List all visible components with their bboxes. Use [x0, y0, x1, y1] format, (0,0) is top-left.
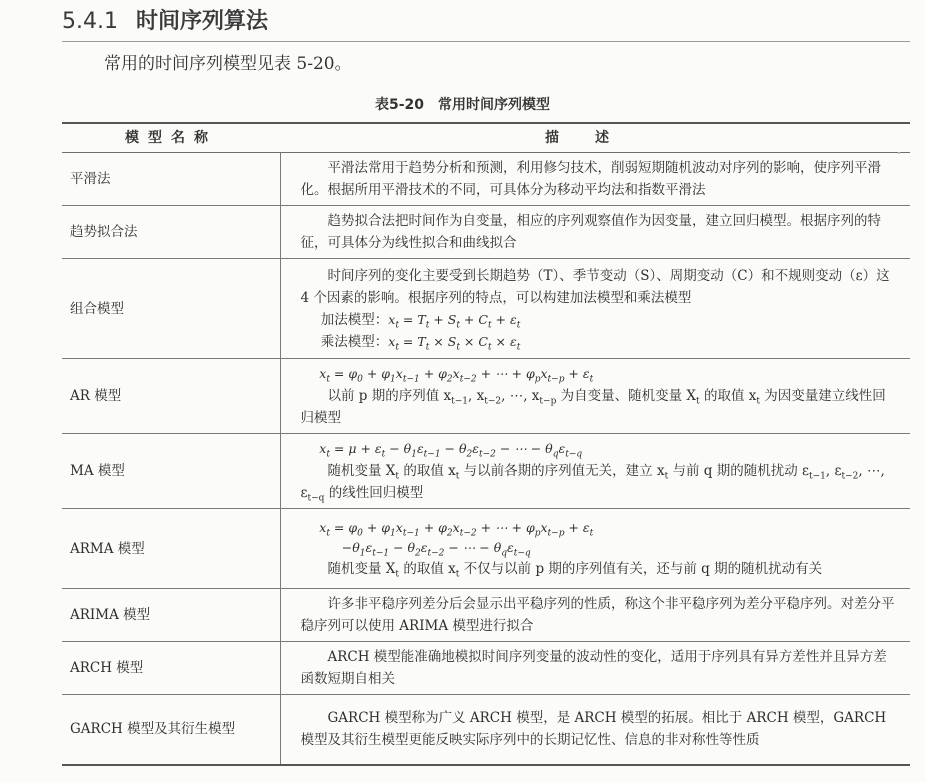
- table-row: [62, 642, 910, 695]
- model-description-cell: [280, 434, 910, 509]
- model-description: GARCH 模型称为广义 ARCH 模型，是 ARCH 模型的拓展。相比于 ARCH 模型，GARCH 模型及其衍生模型更能反映实际序列中的长期记忆性、信息的非对称性等性质: [300, 710, 887, 749]
- table-header-row: [62, 123, 910, 153]
- header-model-name: 模型名称: [62, 123, 280, 153]
- model-description-cell: [280, 259, 910, 359]
- model-description-cell: [280, 206, 910, 259]
- multiplicative-model-formula: $x_t = T_t \times S_t \times C_t \times \varepsilon_t$: [388, 333, 521, 352]
- model-description: 随机变量 $X_t$ 的取值 $x_t$ 与以前各期的序列值无关，建立 $x_t$ 与前 q 期的随机扰动 $\varepsilon_{t-1}$, $\varepsilon_{t-2}$, ⋯, $\varepsilon_{t-q}$ 的线性回归模型: [300, 463, 885, 504]
- intro-text: 常用的时间序列模型见表 5-20。: [104, 54, 352, 74]
- model-formula-continued: $-\theta_1\varepsilon_{t-1} - \theta_2\varepsilon_{t-2}$ − ⋯ − $\theta_q\varepsilon_{t-q}$: [341, 539, 531, 558]
- model-name-cell: ARCH 模型: [62, 642, 280, 695]
- heading-rule: [62, 41, 910, 42]
- model-formula: $x_t = \varphi_0 + \varphi_1x_{t-1} + \varphi_2x_{t-2}$ + ⋯ + $\varphi_px_{t-p} + \varepsilon_t$: [319, 519, 594, 538]
- model-description-cell: [280, 153, 910, 206]
- model-formula: $x_t = \mu + \varepsilon_t - \theta_1\varepsilon_{t-1} - \theta_2\varepsilon_{t-2}$ − ⋯ − $\theta_q\varepsilon_{t-q}$: [319, 441, 583, 460]
- model-name-cell: ARIMA 模型: [62, 589, 280, 642]
- table-row: [62, 589, 910, 642]
- additive-model-label: 加法模型：: [320, 311, 389, 328]
- table-row: [62, 153, 910, 206]
- model-description: 随机变量 $X_t$ 的取值 $x_t$ 不仅与以前 p 期的序列值有关，还与前 q 期的随机扰动有关: [327, 560, 823, 580]
- model-description-cell: [280, 359, 910, 434]
- model-name-cell: 趋势拟合法: [62, 206, 280, 259]
- model-name-cell: 平滑法: [62, 153, 280, 206]
- model-description: 许多非平稳序列差分后会显示出平稳序列的性质，称这个非平稳序列为差分平稳序列。对差分平稳序列可以使用 ARIMA 模型进行拟合: [300, 596, 895, 634]
- model-name-cell: GARCH 模型及其衍生模型: [62, 695, 280, 765]
- model-name-cell: 组合模型: [62, 259, 280, 359]
- model-description: 趋势拟合法把时间作为自变量，相应的序列观察值作为因变量，建立回归模型。根据序列的特征，可具体分为线性拟合和曲线拟合: [300, 213, 881, 251]
- section-title: 时间序列算法: [135, 9, 268, 34]
- model-name-cell: MA 模型: [62, 434, 280, 509]
- model-name-cell: ARMA 模型: [62, 509, 280, 589]
- header-description: 描述: [280, 123, 910, 153]
- model-description-cell: [280, 589, 910, 642]
- models-table: [62, 122, 910, 766]
- table-row: [62, 695, 910, 765]
- additive-model-line: [301, 309, 897, 331]
- model-description: ARCH 模型能准确地模拟时间序列变量的波动性的变化，适用于序列具有异方差性并且异方差函数短期自相关: [300, 649, 887, 687]
- table-row: [62, 434, 910, 509]
- scan-speck: [898, 152, 900, 154]
- model-description-cell: [280, 642, 910, 695]
- model-description: 时间序列的变化主要受到长期趋势（T）、季节变动（S）、周期变动（C）和不规则变动（ε）这 4 个因素的影响。根据序列的特点，可以构建加法模型和乘法模型: [300, 267, 890, 306]
- multiplicative-model-line: [301, 331, 897, 353]
- model-description-cell: [280, 509, 910, 589]
- model-formula: $x_t = \varphi_0 + \varphi_1x_{t-1} + \varphi_2x_{t-2}$ + ⋯ + $\varphi_px_{t-p} + \varepsilon_t$: [319, 366, 594, 385]
- table-row: [62, 259, 910, 359]
- multiplicative-model-label: 乘法模型：: [320, 333, 389, 350]
- model-description: 以前 p 期的序列值 $x_{t-1}$, $x_{t-2}$, ⋯, $x_{t-p}$ 为自变量、随机变量 $X_t$ 的取值 $x_t$ 为因变量建立线性回归模型: [300, 388, 886, 426]
- table-row: [62, 206, 910, 259]
- section-heading: [62, 4, 268, 35]
- model-description: 平滑法常用于趋势分析和预测，利用修匀技术，削弱短期随机波动对序列的影响，使序列平滑化。根据所用平滑技术的不同，可具体分为移动平均法和指数平滑法: [300, 160, 881, 198]
- table-row: [62, 509, 910, 589]
- section-number: 5.4.1: [62, 9, 118, 34]
- additive-model-formula: $x_t = T_t + S_t + C_t + \varepsilon_t$: [388, 311, 521, 330]
- model-description-cell: [280, 695, 910, 765]
- table-row: [62, 359, 910, 434]
- model-name-cell: AR 模型: [62, 359, 280, 434]
- table-caption: 表5-20 常用时间序列模型: [374, 97, 551, 113]
